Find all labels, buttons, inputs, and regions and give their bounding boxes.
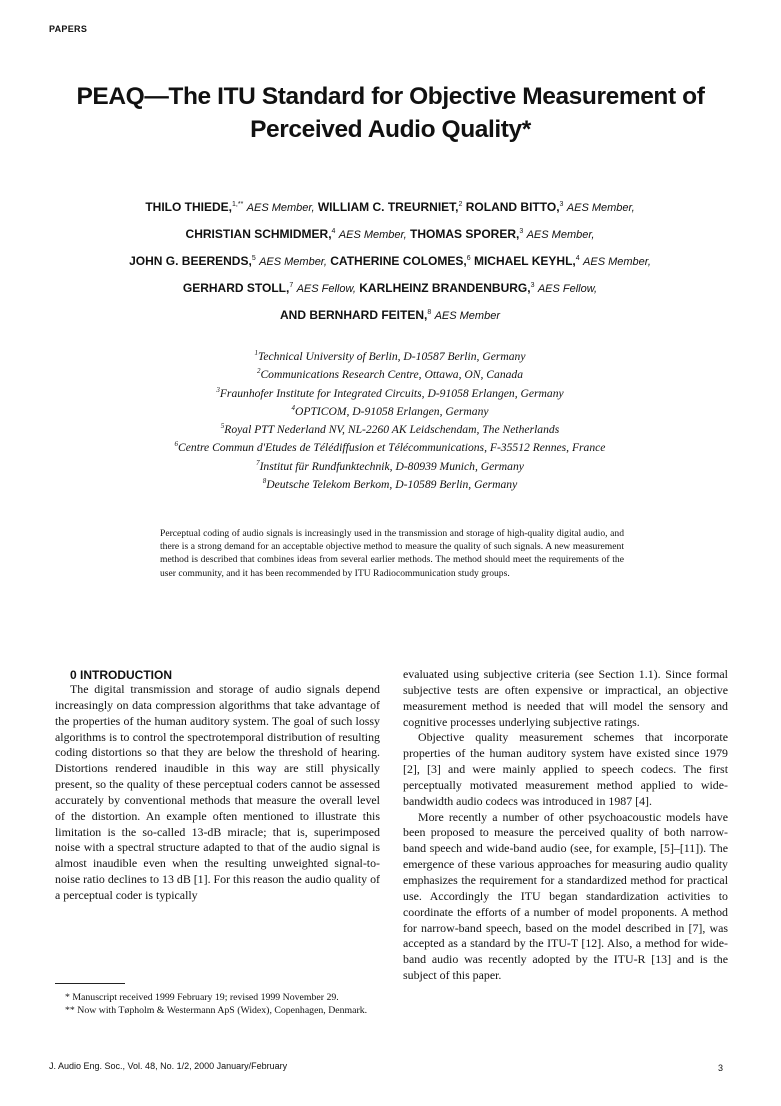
intro-paragraph-3: More recently a number of other psychoacoustic models have been proposed to measure the perceived quality of both narrow-band speech and wide-band audio (see, for example, [5]–[11]). The emergence of these various approaches for measuring audio quality emphasizes the requirement for a standardized method for practical use. Accordingly the ITU began standardization activities to coordinate the efforts of a number of model proponents. A method for narrow-band speech, based on the model described in [7], was accepted as a standard by the ITU-T [12]. Also, a method for wide-band audio was recently adopted by the ITU-R [13] and is the subject of this paper.	[403, 809, 728, 983]
footnote-manuscript: * Manuscript received 1999 February 19; revised 1999 November 29.	[65, 992, 339, 1003]
right-column	[403, 667, 728, 984]
affiliation-list	[80, 346, 700, 492]
author-line-3: JOHN G. BEERENDS,$^5$ AES Member, CATHERINE COLOMES,$^6$ MICHAEL KEYHL,$^4$ AES Member,	[129, 254, 651, 268]
affiliation-5: $^5$Royal PTT Nederland NV, NL-2260 AK Leidschendam, The Netherlands	[220, 422, 560, 436]
affiliation-6: $^6$Centre Commun d'Etudes de Télédiffusion et Télécommunications, F-35512 Rennes, France	[174, 440, 606, 455]
author-line-5: AND BERNHARD FEITEN,$^8$ AES Member	[279, 308, 500, 322]
affiliation-1: $^1$Technical University of Berlin, D-10587 Berlin, Germany	[254, 349, 526, 363]
affiliation-4: $^4$OPTICOM, D-91058 Erlangen, Germany	[291, 403, 489, 418]
title-line-2: Perceived Audio Quality*	[250, 116, 531, 143]
author-list	[40, 193, 740, 328]
affiliation-7: $^7$Institut für Rundfunktechnik, D-80939 Munich, Germany	[256, 458, 524, 473]
intro-paragraph-2: Objective quality measurement schemes that incorporate properties of the human auditory system have existed since 1979 [2], [3] and were mainly applied to speech codecs. The first perceptually motivated measurement method applied to wide-bandwidth audio codecs was introduced in 1987 [4].	[403, 730, 728, 808]
intro-paragraph-1: The digital transmission and storage of audio signals depend increasingly on data compression algorithms that take advantage of the properties of the human auditory system. The goal of such lossy algorithms is to control the spectrotemporal distribution of resulting coding distortions so that they are below the threshold of hearing. Distortions rendered inaudible in this way are still physically present, so the quality of these perceptual coders cannot be assessed accurately by conventional methods that measure the overall level of the distortion. An example often mentioned to illustrate this limitation is the so-called 13-dB miracle; that is, superimposed noise with a spectral structure adapted to that of the audio signal is almost inaudible even when the resulting unweighted signal-to-noise ratio declines to 13 dB [1]. For this reason the audio quality of a perceptual coder is typically	[55, 682, 380, 902]
page-number: 3	[718, 1063, 724, 1073]
running-header: PAPERS	[49, 24, 88, 34]
author-line-4: GERHARD STOLL,$^7$ AES Fellow, KARLHEINZ BRANDENBURG,$^3$ AES Fellow,	[182, 281, 598, 295]
left-column	[55, 668, 380, 904]
journal-citation: J. Audio Eng. Soc., Vol. 48, No. 1/2, 2000 January/February	[49, 1061, 288, 1071]
footnotes	[55, 992, 380, 1017]
intro-paragraph-continued: evaluated using subjective criteria (see Section 1.1). Since formal subjective tests are often expensive or impractical, an objective measurement method is needed that will model the sensory and cognitive processes underlying subjective ratings.	[403, 667, 728, 729]
affiliation-3: $^3$Fraunhofer Institute for Integrated Circuits, D-91058 Erlangen, Germany	[216, 385, 564, 400]
author-line-1: THILO THIEDE,$^{1,**}$ AES Member, WILLIAM C. TREURNIET,$^2$ ROLAND BITTO,$^3$ AES Member,	[145, 200, 635, 214]
paper-title	[30, 80, 751, 146]
affiliation-8: $^8$Deutsche Telekom Berkom, D-10589 Berlin, Germany	[262, 476, 518, 491]
affiliation-2: $^2$Communications Research Centre, Ottawa, ON, Canada	[256, 367, 524, 382]
footnote-affiliation: ** Now with Tøpholm & Westermann ApS (Widex), Copenhagen, Denmark.	[65, 1004, 368, 1016]
footnote-rule	[55, 983, 125, 984]
section-heading-introduction: 0 INTRODUCTION	[70, 668, 172, 682]
abstract: Perceptual coding of audio signals is increasingly used in the transmission and storage of high-quality digital audio, and there is a strong demand for an acceptable objective method to measure the quality of such signals. A new measurement method is described that combines ideas from several earlier methods. The method should meet the requirements of the user community, and it has been recommended by ITU Radiocommunication study groups.	[160, 528, 624, 579]
author-line-2: CHRISTIAN SCHMIDMER,$^4$ AES Member, THOMAS SPORER,$^3$ AES Member,	[185, 227, 595, 241]
title-line-1: PEAQ—The ITU Standard for Objective Measurement of	[76, 83, 705, 110]
